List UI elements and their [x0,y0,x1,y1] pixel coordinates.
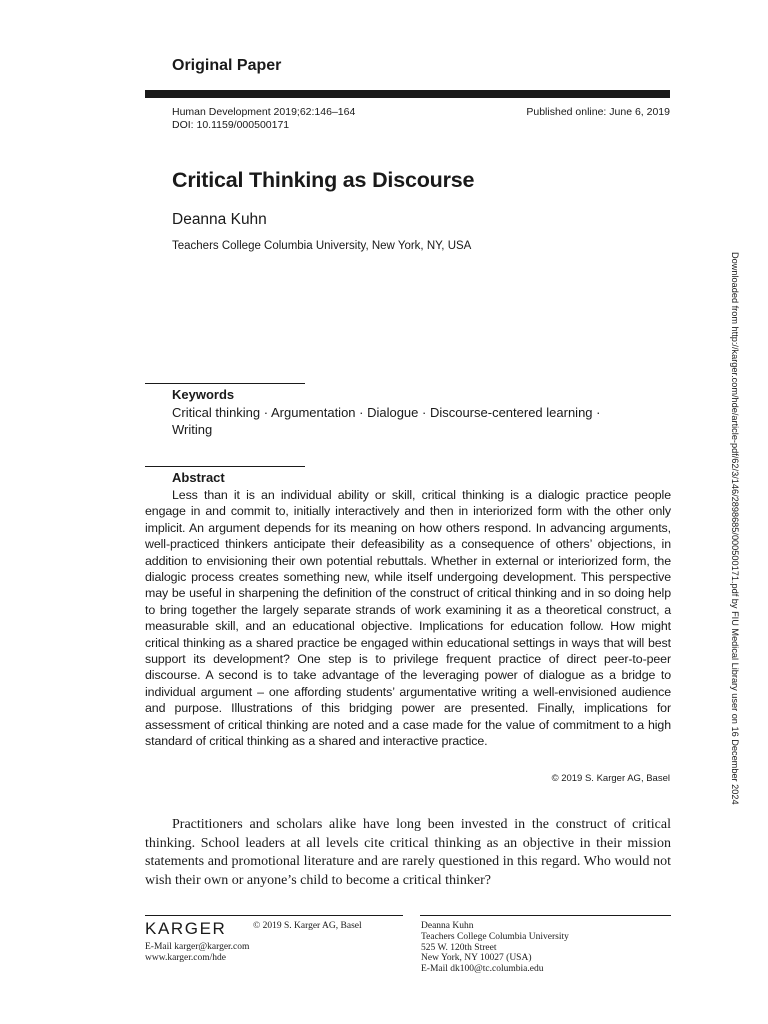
correspondence-address [421,921,569,975]
footer-rule-left [145,915,403,916]
correspondence-institution: Teachers College Columbia University [421,931,569,942]
keywords-heading: Keywords [172,387,235,402]
abstract-paragraph [145,487,671,750]
publisher-website-link[interactable]: www.karger.com/hde [145,953,226,963]
body-paragraph [145,816,671,890]
abstract-rule [145,466,305,467]
download-watermark: Downloaded from http://karger.com/hde/article-pdf/62/3/146/2898685/000500171.pdf by FIU Medical Library user on 16 December 2024 [730,252,740,805]
published-date: Published online: June 6, 2019 [526,106,670,118]
abstract-body: Less than it is an individual ability or skill, critical thinking is a dialogic practice people engage in and commit to, initially interactively and then in interiorized form with the other only implicit. An argument depends for its meaning on how others respond. In advancing arguments, well-practiced thinkers anticipate their defeasibility as a consequence of others’ objections, in addition to envisioning their own potential rebuttals. Whether in external or interiorized form, the dialogic process creates something new, while itself undergoing development. This perspective may be useful in sharpening the definition of the construct of critical thinking and in so doing help to bring together the largely separate strands of work examining it as a theoretical construct, a measurable skill, and an educational objective. Implications for education follow. How might critical thinking as a shared practice be engaged within educational settings in ways that will best support its development? One step is to privilege frequent practice of direct peer-to-peer discourse. A second is to take advantage of the leveraging power of dialogue as a bridge to individual argument – one affording students’ argumentative writing a well-envisioned audience and purpose. Illustrations of this bridging power are presented. Finally, implications for assessment of critical thinking are noted and a case made for the value of commitment to a high standard of critical thinking as a shared and interactive practice. [145,488,671,749]
body-paragraph-text: Practitioners and scholars alike have long been invested in the construct of critical thinking. School leaders at all levels cite critical thinking as an objective in their mission statements and promotional literature and are rarely questioned in this regard. Who would not wish their own or anyone’s child to become a critical thinker? [145,817,671,888]
publisher-email[interactable]: E-Mail karger@karger.com [145,942,250,952]
keywords-rule [145,383,305,384]
correspondence-street: 525 W. 120th Street [421,942,497,953]
author-affiliation: Teachers College Columbia University, New York, NY, USA [172,240,472,252]
footer-copyright: © 2019 S. Karger AG, Basel [253,921,362,931]
publisher-logo[interactable]: KARGER [145,919,227,938]
correspondence-name: Deanna Kuhn [421,921,474,931]
keywords-list: Critical thinking · Argumentation · Dialogue · Discourse-centered learning · Writing [172,405,601,437]
author-name: Deanna Kuhn [172,211,267,228]
correspondence-email[interactable]: E-Mail dk100@tc.columbia.edu [421,964,544,975]
journal-reference: Human Development 2019;62:146–164 [172,106,356,118]
header-rule [145,90,670,98]
doi-link[interactable]: DOI: 10.1159/000500171 [172,119,290,131]
paper-type-label: Original Paper [172,57,282,74]
abstract-heading: Abstract [172,470,225,485]
article-title: Critical Thinking as Discourse [172,168,475,192]
abstract-copyright: © 2019 S. Karger AG, Basel [551,773,670,784]
footer-rule-right [420,915,671,916]
correspondence-city: New York, NY 10027 (USA) [421,953,532,964]
